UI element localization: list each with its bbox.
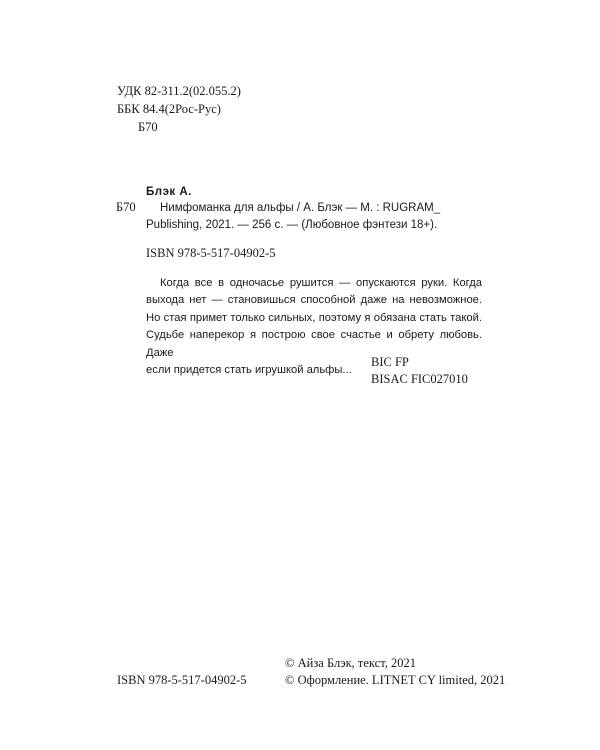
classification-block bbox=[117, 82, 241, 136]
annotation-line: Но стая примет только сильных, поэтому я обязана стать такой. bbox=[146, 311, 482, 324]
record-title-line-2: Publishing, 2021. — 256 с. — (Любовное фэнтези 18+). bbox=[146, 219, 438, 231]
footer-isbn: ISBN 978-5-517-04902-5 bbox=[117, 673, 247, 687]
record-author-mark: Б70 bbox=[116, 200, 136, 214]
copyright-design: © Оформление. LITNET CY limited, 2021 bbox=[285, 673, 506, 687]
copyright-text: © Айза Блэк, текст, 2021 bbox=[285, 656, 416, 670]
bisac-code: BISAC FIC027010 bbox=[371, 372, 468, 386]
udk-code: УДК 82-311.2(02.055.2) bbox=[117, 84, 241, 98]
annotation bbox=[146, 275, 482, 379]
annotation-line: Когда все в одночасье рушится — опускаются руки. Когда bbox=[160, 277, 482, 289]
record-isbn: ISBN 978-5-517-04902-5 bbox=[146, 246, 276, 260]
classification-author-mark: Б70 bbox=[138, 120, 158, 134]
bbk-code: ББК 84.4(2Рос-Рус) bbox=[117, 102, 221, 116]
annotation-line: выхода нет — становишься способной даже на невозможное. bbox=[146, 294, 482, 307]
annotation-line: Судьбе наперекор я построю свое счастье и обрету любовь. Даже bbox=[146, 329, 482, 359]
author-name: Блэк А. bbox=[146, 186, 192, 198]
bic-code: BIC FP bbox=[371, 355, 409, 369]
annotation-line: если придется стать игрушкой альфы... bbox=[146, 364, 352, 377]
record-title-line-1: Нимфоманка для альфы / А. Блэк — М. : RUGRAM_ bbox=[160, 202, 441, 214]
